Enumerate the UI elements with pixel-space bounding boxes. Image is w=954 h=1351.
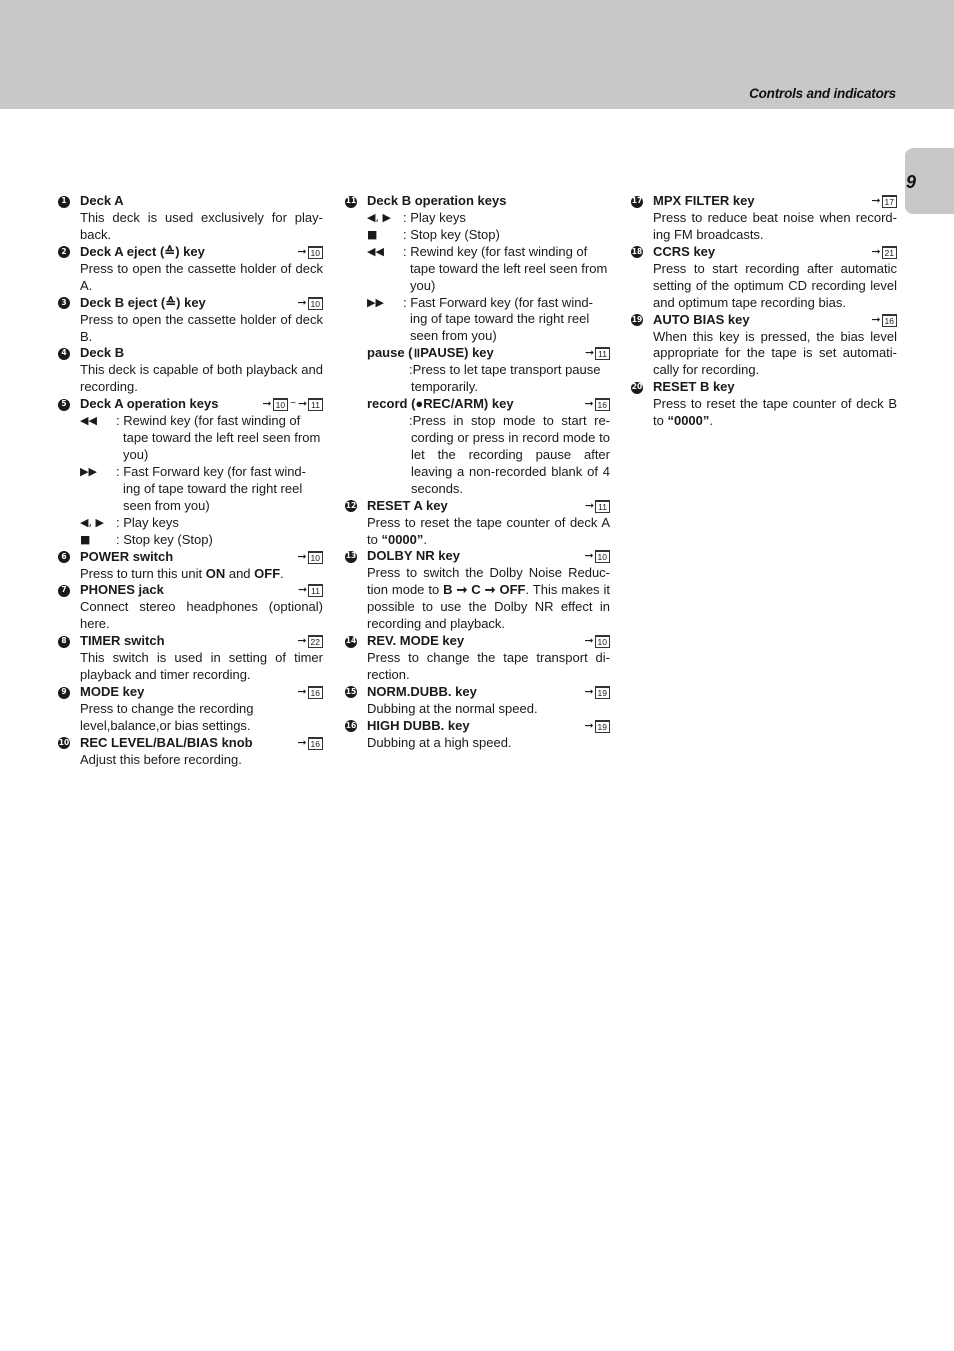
page-ref <box>871 244 897 261</box>
sub-item-text: : Fast Forward key (for fast wind-ing of tape toward the right reel seen from you) <box>403 294 593 344</box>
item-number: 19 <box>631 314 643 326</box>
page-ref <box>871 312 897 329</box>
entry-rec-level-knob <box>58 735 323 752</box>
entry-title: MODE key <box>80 684 145 700</box>
arrow-icon: ➞ <box>297 397 308 411</box>
entry-desc: Press to open the cassette holder of deck A. <box>80 260 323 293</box>
book-icon: 10 <box>308 246 323 259</box>
entry-desc: Press to open the cassette holder of deck B. <box>80 311 323 344</box>
entry-desc: This deck is capable of both playback and recording. <box>80 362 323 395</box>
arrow-icon: ➞ <box>297 295 307 309</box>
play-icon: ◀, ▶ <box>80 515 104 529</box>
entry-deck-a-operation-keys <box>58 396 323 413</box>
book-icon: 16 <box>882 314 897 327</box>
item-number: 8 <box>58 636 70 648</box>
arrow-icon: ➞ <box>584 634 594 648</box>
item-number: 5 <box>58 399 70 411</box>
book-icon: 19 <box>595 686 610 699</box>
column-1 <box>58 193 323 769</box>
page-ref <box>584 718 610 735</box>
arrow-icon: ➞ <box>584 684 594 698</box>
rewind-icon: ◀◀ <box>80 414 97 428</box>
entry-mpx-filter-key <box>631 193 897 210</box>
entry-title: TIMER switch <box>80 633 165 649</box>
entry-deck-a <box>58 193 323 210</box>
entry-norm-dubb-key <box>345 684 610 701</box>
arrow-icon: ➞ <box>871 312 881 326</box>
stop-icon: ■ <box>80 532 91 546</box>
book-icon: 11 <box>308 584 323 597</box>
item-number: 18 <box>631 246 643 258</box>
book-icon: 16 <box>308 686 323 699</box>
item-number: 17 <box>631 196 643 208</box>
page-ref <box>297 684 323 701</box>
sub-item <box>345 227 610 244</box>
page-ref <box>297 244 323 261</box>
book-icon: 10 <box>595 550 610 563</box>
entry-desc: Dubbing at the normal speed. <box>367 700 538 716</box>
entry-title: PHONES jack <box>80 582 164 598</box>
entry-title: POWER switch <box>80 548 174 564</box>
book-icon: 22 <box>308 635 323 648</box>
section-title: Controls and indicators <box>749 86 896 101</box>
entry-mode-key <box>58 684 323 701</box>
arrow-icon: ➞ <box>871 244 881 258</box>
page-number: 9 <box>906 172 917 192</box>
book-icon: 17 <box>882 195 897 208</box>
entry-desc: This deck is used exclusively for play-back. <box>80 210 323 242</box>
entry-title: AUTO BIAS key <box>653 311 750 327</box>
page-ref <box>585 345 610 362</box>
record-key-desc: :Press in stop mode to start re-cording or press in record mode to let the recording pause after leaving a non-recorded blank of 4 seconds. <box>409 413 610 496</box>
entry-desc: Dubbing at a high speed. <box>367 734 512 750</box>
book-icon: 10 <box>273 398 288 411</box>
sub-item-text: : Stop key (Stop) <box>403 226 500 242</box>
column-2 <box>345 193 610 752</box>
book-icon: 10 <box>595 635 610 648</box>
item-number: 3 <box>58 297 70 309</box>
page-ref <box>298 582 323 599</box>
arrow-icon: ➞ <box>584 498 595 512</box>
arrow-icon: ➞ <box>584 718 594 732</box>
page-ref <box>584 548 610 565</box>
stop-icon: ■ <box>367 227 378 241</box>
entry-desc: Press to turn this unit ON and OFF. <box>80 565 284 581</box>
book-icon: 11 <box>595 500 610 513</box>
book-icon: 16 <box>595 398 610 411</box>
fast-forward-icon: ▶▶ <box>80 464 97 478</box>
page-ref <box>584 633 610 650</box>
entry-reset-a-key <box>345 498 610 515</box>
sub-item <box>58 515 323 532</box>
page-ref <box>585 498 610 515</box>
item-number: 10 <box>58 737 70 749</box>
page-ref <box>584 396 610 413</box>
arrow-icon: ➞ <box>297 735 307 749</box>
entry-deck-b-eject <box>58 295 323 312</box>
entry-title: RESET B key <box>653 379 735 395</box>
item-number: 20 <box>631 382 643 394</box>
entry-desc: Press to reset the tape counter of deck B to “0000”. <box>653 396 897 429</box>
arrow-icon: ➞ <box>262 397 272 411</box>
entry-title: Deck B <box>80 345 125 361</box>
sub-item <box>58 532 323 549</box>
sub-item-text: : Play keys <box>116 514 179 530</box>
book-icon: 11 <box>308 398 323 411</box>
entry-title: REV. MODE key <box>367 633 465 649</box>
item-number: 15 <box>345 686 357 698</box>
arrow-icon: ➞ <box>297 685 307 699</box>
entry-title: Deck B eject (≙) key <box>80 294 206 310</box>
item-number: 16 <box>345 720 357 732</box>
range-separator: ~ <box>290 398 296 410</box>
page-ref <box>297 735 323 752</box>
page-ref <box>297 295 323 312</box>
arrow-icon: ➞ <box>871 194 881 208</box>
page-ref <box>297 633 323 650</box>
item-number: 6 <box>58 551 70 563</box>
record-key-title: record (●REC/ARM) key <box>367 396 514 412</box>
pause-key-desc: :Press to let tape transport pause temporarily. <box>409 362 601 395</box>
entry-auto-bias-key <box>631 312 897 329</box>
item-number: 12 <box>345 500 357 512</box>
entry-phones-jack <box>58 582 323 599</box>
entry-title: RESET A key <box>367 497 448 513</box>
page-ref <box>871 193 897 210</box>
entry-title: NORM.DUBB. key <box>367 683 477 699</box>
item-number: 2 <box>58 246 70 258</box>
entry-desc: Press to start recording after automatic setting of the optimum CD recording level and optimum tape recording bias. <box>653 260 897 310</box>
entry-deck-b-operation-keys <box>345 193 610 210</box>
item-number: 4 <box>58 348 70 360</box>
entry-ccrs-key <box>631 244 897 261</box>
arrow-icon: ➞ <box>297 583 308 597</box>
page-ref <box>297 549 323 566</box>
book-icon: 19 <box>595 720 610 733</box>
arrow-icon: ➞ <box>297 549 307 563</box>
item-number: 11 <box>345 196 357 208</box>
entry-title: Deck A operation keys <box>80 396 219 412</box>
arrow-icon: ➞ <box>297 244 307 258</box>
pause-key-title: pause (॥PAUSE) key <box>367 345 494 361</box>
arrow-icon: ➞ <box>584 549 594 563</box>
entry-dolby-nr-key <box>345 548 610 565</box>
sub-item <box>58 464 323 515</box>
sub-item <box>345 244 610 295</box>
entry-deck-b <box>58 345 323 362</box>
entry-high-dubb-key <box>345 718 610 735</box>
arrow-icon: ➞ <box>584 346 595 360</box>
arrow-icon: ➞ <box>297 634 307 648</box>
pause-key-head <box>345 345 610 362</box>
entry-power-switch <box>58 549 323 566</box>
sub-item <box>58 413 323 464</box>
arrow-icon: ➞ <box>584 397 594 411</box>
sub-item-text: : Stop key (Stop) <box>116 531 213 547</box>
entry-timer-switch <box>58 633 323 650</box>
entry-title: DOLBY NR key <box>367 548 460 564</box>
item-number: 1 <box>58 196 70 208</box>
entry-title: CCRS key <box>653 243 716 259</box>
sub-item-text: : Rewind key (for fast winding of tape toward the left reel seen from you) <box>116 413 321 463</box>
entry-rev-mode-key <box>345 633 610 650</box>
entry-desc: Connect stereo headphones (optional) here. <box>80 599 323 632</box>
page-ref <box>584 684 610 701</box>
entry-deck-a-eject <box>58 244 323 261</box>
entry-title: Deck B operation keys <box>367 193 507 209</box>
fast-forward-icon: ▶▶ <box>367 295 384 309</box>
entry-reset-b-key <box>631 379 897 396</box>
book-icon: 16 <box>308 737 323 750</box>
entry-title: Deck A <box>80 193 124 209</box>
book-icon: 21 <box>882 246 897 259</box>
page-ref <box>262 396 323 413</box>
book-icon: 10 <box>308 297 323 310</box>
entry-desc: Press to switch the Dolby Noise Reduc-tion mode to B ➞ C ➞ OFF. This makes it possible to use the Dolby NR effect in recording and playback. <box>367 565 610 632</box>
entry-title: REC LEVEL/BAL/BIAS knob <box>80 734 253 750</box>
entry-desc: Press to reduce beat noise when record-ing FM broadcasts. <box>653 210 897 242</box>
entry-title: HIGH DUBB. key <box>367 717 470 733</box>
entry-desc: Press to reset the tape counter of deck A to “0000”. <box>367 514 610 547</box>
entry-desc: Press to change the tape transport di-rection. <box>367 650 610 682</box>
entry-title: MPX FILTER key <box>653 193 755 209</box>
item-number: 13 <box>345 551 357 563</box>
entry-desc: Press to change the recording level,balance,or bias settings. <box>80 701 254 733</box>
book-icon: 10 <box>308 551 323 564</box>
entry-title: Deck A eject (≙) key <box>80 243 205 259</box>
record-key-head <box>345 396 610 413</box>
sub-item <box>345 295 610 346</box>
book-icon: 11 <box>595 347 610 360</box>
entry-desc: This switch is used in setting of timer playback and timer recording. <box>80 650 323 683</box>
item-number: 9 <box>58 687 70 699</box>
sub-item-text: : Rewind key (for fast winding of tape toward the left reel seen from you) <box>403 243 608 293</box>
item-number: 7 <box>58 585 70 597</box>
sub-item-text: : Fast Forward key (for fast wind-ing of tape toward the right reel seen from you) <box>116 463 306 513</box>
sub-item-text: : Play keys <box>403 210 466 225</box>
entry-desc: When this key is pressed, the bias level appropriate for the tape is set automati-cally for recording. <box>653 328 897 378</box>
sub-item <box>345 210 610 227</box>
item-number: 14 <box>345 636 357 648</box>
play-icon: ◀, ▶ <box>367 211 391 224</box>
column-3 <box>631 193 897 430</box>
entry-desc: Adjust this before recording. <box>80 751 242 767</box>
rewind-icon: ◀◀ <box>367 244 384 258</box>
